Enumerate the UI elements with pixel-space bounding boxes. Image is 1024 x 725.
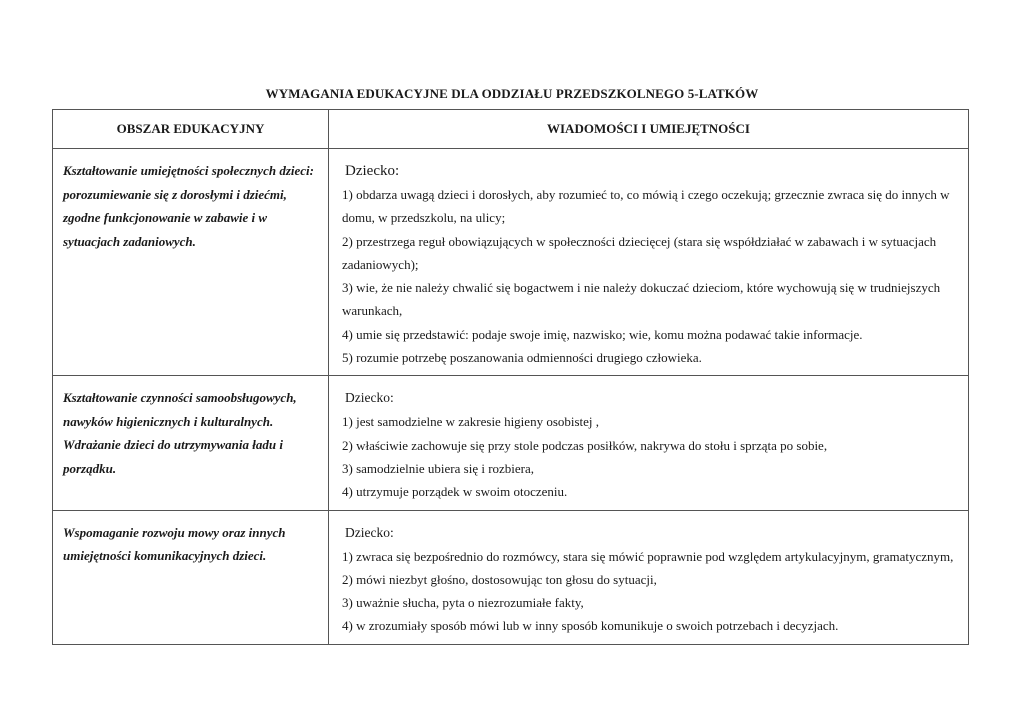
- skill-item: 2) przestrzega reguł obowiązujących w społeczności dziecięcej (stara się współdziałać w zabawach i w sytuacjach zadaniowych);: [342, 233, 937, 272]
- skill-item: 4) w zrozumiały sposób mówi lub w inny sposób komunikuje o swoich potrzebach i decyzjach.: [342, 618, 839, 634]
- child-lead-label: Dziecko:: [345, 524, 394, 540]
- education-area-cell: Wspomaganie rozwoju mowy oraz innych umiejętności komunikacyjnych dzieci.: [53, 510, 329, 644]
- header-education-area: OBSZAR EDUKACYJNY: [53, 110, 329, 149]
- skill-item: 3) uważnie słucha, pyta o niezrozumiałe fakty,: [342, 595, 584, 611]
- requirements-table: [52, 109, 969, 645]
- child-lead-label: Dziecko:: [345, 163, 400, 179]
- skill-item: 4) utrzymuje porządek w swoim otoczeniu.: [342, 484, 568, 500]
- table-row: [53, 149, 969, 376]
- skill-item: 1) jest samodzielne w zakresie higieny osobistej ,: [342, 414, 600, 430]
- table-row: [53, 376, 969, 510]
- skill-item: 1) obdarza uwagą dzieci i dorosłych, aby rozumieć to, co mówią i czego oczekują; grzecznie zwraca się do innych w domu, w przedszkolu, na ulicy;: [342, 187, 950, 226]
- header-knowledge-skills: WIADOMOŚCI I UMIEJĘTNOŚCI: [329, 110, 969, 149]
- education-area-cell: Kształtowanie umiejętności społecznych dzieci: porozumiewanie się z dorosłymi i dziećmi, zgodne funkcjonowanie w zabawie i w sytuacjach zadaniowych.: [53, 149, 329, 376]
- child-lead-label: Dziecko:: [345, 390, 394, 406]
- skill-item: 3) samodzielnie ubiera się i rozbiera,: [342, 460, 535, 476]
- table-row: [53, 510, 969, 644]
- skills-cell: [329, 149, 969, 376]
- skill-item: 1) zwraca się bezpośrednio do rozmówcy, stara się mówić poprawnie pod względem artykulacyjnym, gramatycznym, 2) mówi niezbyt głośno, dostosowując ton głosu do sytuacji,: [342, 548, 954, 587]
- education-area-cell: Kształtowanie czynności samoobsługowych, nawyków higienicznych i kulturalnych. Wdrażanie dzieci do utrzymywania ładu i porządku.: [53, 376, 329, 510]
- skill-item: 5) rozumie potrzebę poszanowania odmienności drugiego człowieka.: [342, 350, 702, 366]
- skills-cell: [329, 510, 969, 644]
- skill-item: 2) właściwie zachowuje się przy stole podczas posiłków, nakrywa do stołu i sprząta po sobie,: [342, 437, 828, 453]
- document-title: WYMAGANIA EDUKACYJNE DLA ODDZIAŁU PRZEDSZKOLNEGO 5-LATKÓW: [265, 86, 759, 101]
- table-header-row: [53, 110, 969, 149]
- skill-item: 3) wie, że nie należy chwalić się bogactwem i nie należy dokuczać dzieciom, które wychowują się w trudniejszych warunkach,: [342, 280, 941, 319]
- skill-item: 4) umie się przedstawić: podaje swoje imię, nazwisko; wie, komu można podawać takie informacje.: [342, 326, 863, 342]
- skills-cell: [329, 376, 969, 510]
